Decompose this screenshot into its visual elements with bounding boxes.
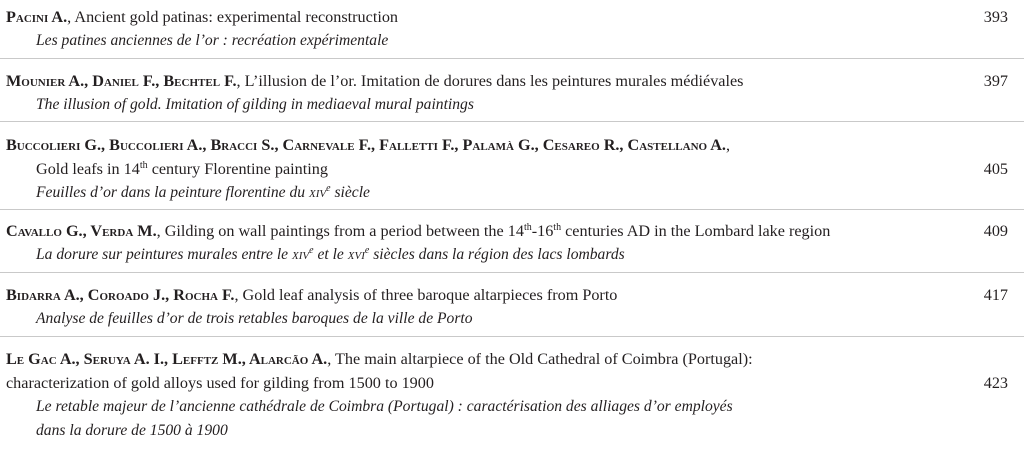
entry-title-line: Pacini A., Ancient gold patinas: experimental reconstruction — [6, 8, 399, 26]
entry-divider — [0, 209, 1024, 210]
entry-title-line: Gold leafs in 14th century Florentine painting — [36, 160, 328, 178]
entry-divider — [0, 58, 1024, 59]
entry-title: L’illusion de l’or. Imitation de dorures dans les peintures murales médiévales — [244, 72, 744, 90]
entry-page-number: 423 — [983, 374, 1008, 392]
entry-title: The main altarpiece of the Old Cathedral of Coimbra (Portugal): — [335, 350, 753, 368]
entry-authors-line: Buccolieri G., Buccolieri A., Bracci S., Carnevale F., Falletti F., Palamà G., Cesareo R., Castellano A., — [6, 136, 731, 154]
entry-french-title: Feuilles d’or dans la peinture florentine du xiv$^e$ siècle — [36, 183, 370, 201]
entry-title-line: characterization of gold alloys used for gilding from 1500 to 1900 — [6, 374, 434, 392]
entry-page-number: 397 — [983, 72, 1008, 90]
entry-authors: Mounier A., Daniel F., Bechtel F. — [6, 72, 237, 90]
entry-authors: Cavallo G., Verda M. — [6, 222, 157, 240]
entry-divider — [0, 272, 1024, 273]
entry-divider — [0, 336, 1024, 337]
entry-authors: Buccolieri G., Buccolieri A., Bracci S., Carnevale F., Falletti F., Palamà G., Cesareo R., Castellano A. — [6, 136, 726, 154]
entry-title: Gilding on wall paintings from a period between the 14 — [164, 222, 524, 240]
entry-title-line: Bidarra A., Coroado J., Rocha F., Gold leaf analysis of three baroque altarpieces from Porto — [6, 286, 618, 304]
entry-page-number: 417 — [983, 286, 1008, 304]
entry-french-title: La dorure sur peintures murales entre le xiv$^e$ et le xvi$^e$ siècles dans la région des lacs lombards — [36, 245, 625, 263]
entry-title: Ancient gold patinas: experimental reconstruction — [74, 8, 399, 26]
entry-authors: Pacini A. — [6, 8, 68, 26]
entry-title-line: Cavallo G., Verda M., Gilding on wall paintings from a period between the 14th-16th centuries AD in the Lombard lake region — [6, 222, 831, 240]
entry-title-line: Mounier A., Daniel F., Bechtel F., L’illusion de l’or. Imitation de dorures dans les peintures murales médiévales — [6, 72, 744, 90]
entry-french-title: Analyse de feuilles d’or de trois retables baroques de la ville de Porto — [36, 310, 473, 327]
entry-page-number: 409 — [983, 222, 1008, 240]
entry-authors-line: Le Gac A., Seruya A. I., Lefftz M., Alarcão A., The main altarpiece of the Old Cathedral of Coimbra (Portugal): — [6, 350, 753, 368]
entry-title: Gold leafs in 14 — [36, 160, 140, 178]
entry-authors: Bidarra A., Coroado J., Rocha F. — [6, 286, 235, 304]
entry-page-number: 393 — [983, 8, 1008, 26]
entry-divider — [0, 121, 1024, 122]
entry-title: Gold leaf analysis of three baroque altarpieces from Porto — [242, 286, 618, 304]
entry-english-title: The illusion of gold. Imitation of gilding in mediaeval mural paintings — [36, 96, 474, 113]
entry-french-title: Le retable majeur de l’ancienne cathédrale de Coimbra (Portugal) : caractérisation des alliages d’or employés — [36, 398, 733, 415]
entry-authors: Le Gac A., Seruya A. I., Lefftz M., Alarcão A. — [6, 350, 328, 368]
entry-page-number: 405 — [983, 160, 1008, 178]
entry-french-title: Les patines anciennes de l’or : recréation expérimentale — [36, 32, 389, 49]
entry-french-title-cont: dans la dorure de 1500 à 1900 — [36, 422, 228, 439]
